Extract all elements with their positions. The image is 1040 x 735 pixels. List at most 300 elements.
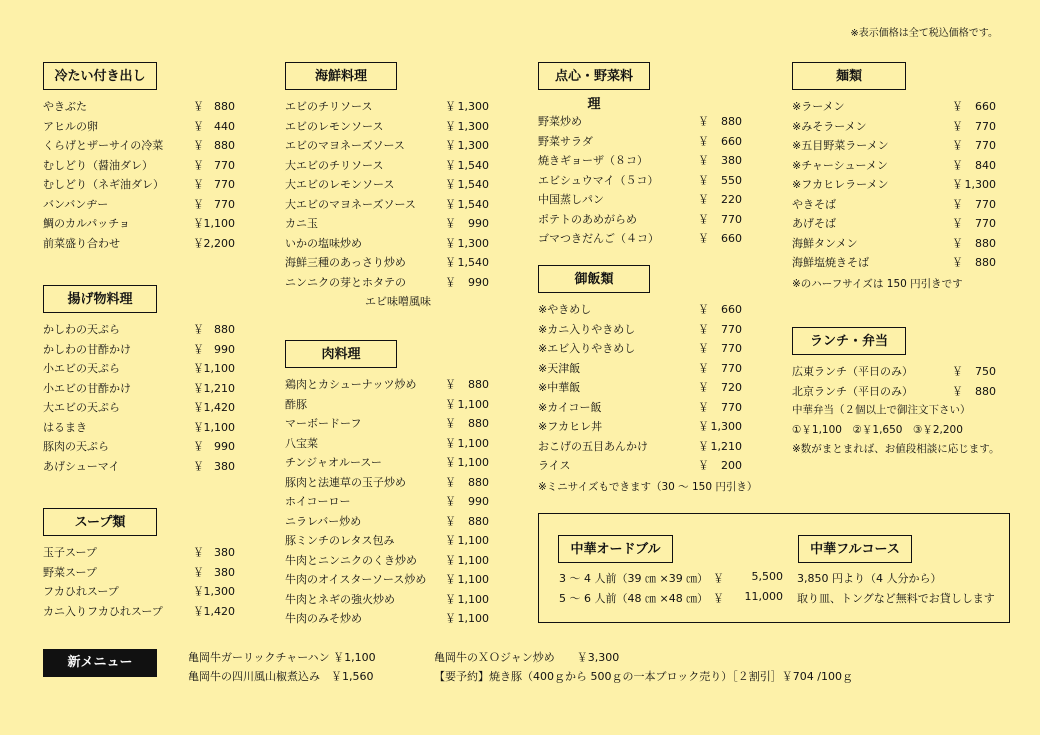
menu-item-price: 770 (721, 342, 742, 355)
menu-item-name: カニ入りフカひれスープ (43, 604, 163, 618)
menu-item-yen: ￥ (445, 514, 456, 528)
menu-item-yen: ￥ (445, 397, 456, 411)
menu-item-yen: ￥ (193, 565, 204, 579)
menu-item-name: フカひれスープ (43, 585, 119, 598)
menu-item-yen: ￥ (698, 322, 709, 336)
menu-item-name: ※五目野菜ラーメン (792, 139, 889, 152)
menu-item-yen: ￥ (193, 604, 204, 618)
menu-item-price: 880 (975, 236, 996, 250)
menu-item-price: 990 (468, 217, 489, 230)
course-box (538, 513, 1010, 623)
menu-item (285, 97, 495, 117)
menu-item-yen: ￥ (445, 139, 456, 152)
menu-item-yen: ￥ (193, 178, 204, 191)
menu-item (285, 395, 495, 415)
menu-item-price: 880 (468, 378, 489, 391)
menu-item-price: 770 (975, 119, 996, 133)
menu-item-price: 380 (214, 459, 235, 473)
new-menu-item-3: 亀岡牛のＸＯジャン炒め ￥3,300 (434, 651, 620, 664)
menu-item-yen: ￥ (698, 459, 709, 472)
menu-item-price: 200 (721, 459, 742, 472)
menu-item-name: エビのチリソース (285, 100, 373, 113)
menu-item (538, 359, 778, 379)
menu-item-name: ※中華飯 (538, 381, 581, 394)
menu-item-price: 660 (721, 232, 742, 245)
menu-item-yen: ￥ (193, 139, 204, 152)
menu-item-yen: ￥ (698, 212, 709, 226)
menu-item-price: 880 (214, 139, 235, 152)
bento-prices: ①￥1,100 ②￥1,650 ③￥2,200 (792, 423, 963, 436)
menu-item-name: 大エビのチリソース (285, 158, 384, 172)
menu-item-yen: ￥ (952, 139, 963, 152)
menu-item-price: 1,100 (457, 553, 489, 567)
menu-item-name: 大エビのレモンソース (285, 178, 395, 191)
menu-item (285, 375, 495, 395)
menu-item (285, 434, 495, 454)
menu-item-name: 小エビの天ぷら (43, 362, 120, 375)
menu-item-name: ※フカヒレ丼 (538, 420, 603, 433)
item-list-soup (43, 543, 243, 621)
menu-item-yen: ￥ (193, 236, 204, 250)
menu-item-yen: ￥ (193, 323, 204, 336)
menu-item (538, 398, 778, 418)
menu-item-price: 1,210 (203, 381, 235, 395)
menu-item-name: 野菜サラダ (538, 134, 593, 148)
section-meat (285, 340, 495, 629)
menu-item-price: 550 (721, 173, 742, 187)
menu-item-price: 380 (721, 154, 742, 167)
item-list-lunch (792, 362, 1022, 401)
menu-item (285, 609, 495, 629)
menu-item-price: 1,300 (457, 100, 489, 113)
menu-item-yen: ￥ (698, 303, 709, 316)
menu-item-name: ニンニクの芽とホタテの (285, 275, 406, 289)
menu-item (285, 273, 495, 312)
menu-item-price: 880 (975, 384, 996, 398)
menu-item-name: 焼きギョーザ（８コ） (538, 154, 648, 167)
menu-item (538, 112, 748, 132)
menu-item (538, 417, 778, 437)
menu-item-name: くらげとザーサイの冷菜 (43, 139, 164, 152)
menu-item (43, 175, 243, 195)
menu-item-price: 1,100 (457, 592, 489, 606)
menu-item-name: 中国蒸しパン (538, 193, 604, 206)
menu-item-price: 880 (214, 323, 235, 336)
menu-item-yen: ￥ (193, 585, 204, 598)
section-title-meat: 肉料理 (285, 340, 397, 368)
menu-item-price: 750 (975, 365, 996, 378)
menu-item (538, 171, 748, 191)
menu-item-yen: ￥ (698, 232, 709, 245)
menu-item-name: 豚肉と法連草の玉子炒め (285, 475, 406, 489)
section-rice (538, 265, 778, 497)
item-list-fried (43, 320, 243, 476)
menu-item-price: 840 (975, 158, 996, 172)
item-list-meat (285, 375, 495, 629)
menu-item-yen: ￥ (445, 592, 456, 606)
section-fried (43, 285, 243, 476)
menu-item-name: 豚肉の天ぷら (43, 440, 109, 453)
menu-item (43, 136, 243, 156)
menu-item (285, 214, 495, 234)
menu-item-yen: ￥ (445, 217, 456, 230)
menu-item-yen: ￥ (193, 459, 204, 473)
menu-item-yen: ￥ (193, 100, 204, 113)
menu-item-yen: ￥ (952, 158, 963, 172)
menu-item-price: 770 (975, 139, 996, 152)
lunch-note: ※数がまとまれば、お値段相談に応じます。 (792, 443, 1000, 455)
menu-item-price: 880 (721, 115, 742, 128)
menu-item-name: 前菜盛り合わせ (43, 236, 120, 250)
menu-item-price: 1,100 (203, 420, 235, 434)
menu-item-yen: ￥ (445, 417, 456, 430)
menu-item (792, 253, 1007, 273)
menu-item-price: 440 (214, 119, 235, 133)
item-list-cold (43, 97, 243, 253)
menu-item-name: 豚ミンチのレタス包み (285, 534, 395, 547)
hors-line-2-yen: ￥ (713, 592, 724, 605)
rice-note: ※ミニサイズもできます（30 ～ 150 円引き） (538, 480, 758, 493)
menu-item-price: 380 (214, 565, 235, 579)
hors-line-1-price: 5,500 (751, 570, 783, 583)
menu-item-name: ホイコーロー (285, 495, 351, 508)
menu-item-name: むしどり（醤油ダレ） (43, 158, 153, 172)
menu-item-yen: ￥ (698, 381, 709, 394)
menu-item-subtitle: エビ味噌風味 (365, 294, 431, 308)
menu-item-name: ゴマつきだんご（４コ） (538, 232, 659, 245)
menu-item (285, 570, 495, 590)
menu-item-name: かしわの甘酢かけ (43, 342, 131, 356)
section-title-fried: 揚げ物料理 (43, 285, 157, 313)
menu-item (792, 214, 1007, 234)
menu-item-price: 1,100 (457, 612, 489, 625)
menu-item-name: ニラレバー炒め (285, 514, 362, 528)
menu-item (792, 195, 1007, 215)
menu-item (285, 453, 495, 473)
menu-item-yen: ￥ (445, 378, 456, 391)
menu-item-name: カニ玉 (285, 217, 318, 230)
menu-item-price: 770 (214, 178, 235, 191)
menu-item (538, 151, 748, 171)
menu-item-price: 220 (721, 193, 742, 206)
menu-item-yen: ￥ (445, 256, 456, 269)
menu-item-name: 野菜炒め (538, 115, 582, 128)
menu-item-name: やきそば (792, 197, 836, 211)
menu-item-yen: ￥ (193, 217, 204, 230)
hors-line-1-label: 3 ～ 4 人前（39 ㎝ ×39 ㎝） (559, 572, 709, 585)
menu-item (43, 214, 243, 234)
menu-item-yen: ￥ (193, 342, 204, 356)
section-seafood (285, 62, 495, 312)
menu-item-yen: ￥ (193, 197, 204, 211)
menu-item-yen: ￥ (445, 119, 456, 133)
section-noodles (792, 62, 1007, 294)
menu-item (43, 602, 243, 622)
menu-item-price: 770 (975, 217, 996, 230)
menu-item (792, 136, 1007, 156)
menu-item-name: あげシューマイ (43, 459, 120, 473)
menu-item (792, 234, 1007, 254)
menu-item-yen: ￥ (952, 178, 963, 191)
section-title-cold: 冷たい付き出し (43, 62, 157, 90)
menu-item-price: 1,540 (457, 197, 489, 211)
menu-item-price: 880 (468, 417, 489, 430)
menu-item-name: ※フカヒレラーメン (792, 178, 889, 191)
menu-item-price: 1,100 (457, 456, 489, 469)
noodles-note: ※のハーフサイズは 150 円引きです (792, 277, 963, 290)
menu-item-yen: ￥ (193, 362, 204, 375)
menu-item (285, 234, 495, 254)
menu-item-name: おこげの五目あんかけ (538, 439, 648, 453)
menu-item-yen: ￥ (698, 342, 709, 355)
menu-item-name: チンジャオルースー (285, 456, 382, 469)
menu-item-name: 鶏肉とカシューナッツ炒め (285, 378, 417, 391)
menu-item-price: 880 (468, 514, 489, 528)
menu-item-yen: ￥ (952, 365, 963, 378)
menu-item-name: ※カニ入りやきめし (538, 322, 636, 336)
menu-item-name: 牛肉のオイスターソース炒め (285, 573, 427, 586)
menu-item-name: 海鮮タンメン (792, 236, 858, 250)
menu-item-name: 牛肉とネギの強火炒め (285, 592, 395, 606)
menu-item-yen: ￥ (698, 134, 709, 148)
menu-item-price: 1,300 (203, 585, 235, 598)
menu-item-name: アヒルの卵 (43, 119, 98, 133)
menu-item (285, 492, 495, 512)
menu-item-name: マーボードーフ (285, 417, 362, 430)
menu-item-yen: ￥ (698, 193, 709, 206)
bento-label: 中華弁当（２個以上で御注文下さい） (792, 404, 971, 416)
full-line-1: 3,850 円より（4 人分から） (797, 572, 942, 585)
section-dimsum (538, 62, 748, 249)
menu-item-name: エビシュウマイ（５コ） (538, 173, 659, 187)
menu-item-price: 1,100 (457, 436, 489, 450)
menu-item (285, 253, 495, 273)
menu-item-yen: ￥ (952, 100, 963, 113)
menu-item-name: 広東ランチ（平日のみ） (792, 365, 913, 378)
menu-item-name: 大エビのマヨネーズソース (285, 197, 416, 211)
menu-item-name: ※カイコー飯 (538, 400, 602, 414)
menu-item (43, 457, 243, 477)
menu-item-name: 八宝菜 (285, 436, 318, 450)
menu-item-yen: ￥ (193, 119, 204, 133)
menu-item (43, 418, 243, 438)
menu-item-price: 880 (975, 256, 996, 269)
menu-item (538, 300, 778, 320)
menu-item-name: ※エビ入りやきめし (538, 342, 636, 355)
section-lunch (792, 327, 1022, 460)
menu-item (538, 320, 778, 340)
full-line-2: 取り皿、トングなど無料でお貸しします (797, 592, 995, 605)
menu-item-yen: ￥ (445, 495, 456, 508)
section-title-seafood: 海鮮料理 (285, 62, 397, 90)
menu-item-name: 野菜スープ (43, 565, 97, 579)
menu-item-price: 990 (468, 275, 489, 289)
section-soup (43, 508, 243, 621)
menu-item-yen: ￥ (952, 197, 963, 211)
menu-item-price: 990 (214, 342, 235, 356)
menu-item-name: ※ラーメン (792, 100, 845, 113)
item-list-dimsum (538, 112, 748, 249)
section-title-lunch: ランチ・弁当 (792, 327, 906, 355)
menu-item-name: いかの塩味炒め (285, 236, 362, 250)
section-title-rice: 御飯類 (538, 265, 650, 293)
section-cold (43, 62, 243, 253)
menu-item-price: 770 (975, 197, 996, 211)
menu-item-yen: ￥ (698, 154, 709, 167)
menu-item-yen: ￥ (445, 275, 456, 289)
menu-item (538, 378, 778, 398)
section-title-noodles: 麺類 (792, 62, 906, 90)
menu-item (43, 398, 243, 418)
menu-item-name: 北京ランチ（平日のみ） (792, 384, 913, 398)
item-list-rice (538, 300, 778, 476)
menu-item-yen: ￥ (193, 381, 204, 395)
menu-item-name: はるまき (43, 420, 87, 434)
menu-item-name: 酢豚 (285, 397, 307, 411)
menu-item-yen: ￥ (698, 400, 709, 414)
menu-item (285, 156, 495, 176)
menu-item (538, 437, 778, 457)
menu-item (43, 234, 243, 254)
menu-item (792, 175, 1007, 195)
course-title-hors: 中華オードブル (558, 535, 673, 563)
menu-item (285, 414, 495, 434)
menu-item (285, 551, 495, 571)
section-title-dimsum: 点心・野菜料理 (538, 62, 650, 90)
menu-item (43, 156, 243, 176)
menu-item (43, 195, 243, 215)
menu-item (538, 456, 778, 476)
menu-item-price: 1,100 (457, 397, 489, 411)
menu-item-yen: ￥ (445, 534, 456, 547)
menu-item-name: 大エビの天ぷら (43, 401, 120, 414)
menu-item (538, 132, 748, 152)
menu-item (792, 382, 1022, 402)
menu-item-price: 990 (214, 440, 235, 453)
section-title-soup: スープ類 (43, 508, 157, 536)
tax-note: ※表示価格は全て税込価格です。 (850, 28, 998, 39)
menu-item-name: ※天津飯 (538, 361, 581, 375)
menu-item (43, 582, 243, 602)
menu-item-price: 770 (721, 400, 742, 414)
menu-item (285, 473, 495, 493)
hors-line-2-price: 11,000 (744, 590, 783, 603)
new-menu-badge: 新メニュー (43, 649, 157, 677)
menu-item-yen: ￥ (698, 420, 709, 433)
course-title-full: 中華フルコース (798, 535, 912, 563)
menu-item (43, 437, 243, 457)
menu-item-yen: ￥ (445, 178, 456, 191)
new-menu-item-2: 亀岡牛の四川風山椒煮込み ￥1,560 (188, 670, 374, 683)
menu-item (792, 117, 1007, 137)
menu-item-price: 2,200 (203, 236, 235, 250)
menu-item (43, 359, 243, 379)
menu-item (792, 362, 1022, 382)
menu-item-name: 牛肉のみそ炒め (285, 612, 362, 625)
new-menu-item-1: 亀岡牛ガーリックチャーハン ￥1,100 (188, 651, 376, 664)
menu-item (285, 590, 495, 610)
hors-line-1-yen: ￥ (713, 572, 724, 585)
menu-item-yen: ￥ (445, 236, 456, 250)
menu-item-price: 1,210 (710, 439, 742, 453)
menu-item-price: 660 (721, 134, 742, 148)
menu-item-price: 1,300 (964, 178, 996, 191)
menu-item-price: 1,420 (203, 401, 235, 414)
menu-item-yen: ￥ (445, 436, 456, 450)
menu-item-name: あげそば (792, 217, 836, 230)
menu-item-yen: ￥ (952, 384, 963, 398)
menu-item (285, 117, 495, 137)
menu-item-name: ※やきめし (538, 303, 592, 316)
menu-item-price: 1,100 (457, 573, 489, 586)
menu-item-name: 海鮮三種のあっさり炒め (285, 256, 406, 269)
menu-item-price: 1,100 (203, 217, 235, 230)
menu-item-yen: ￥ (698, 439, 709, 453)
menu-item-price: 1,420 (203, 604, 235, 618)
menu-item-name: 鯛のカルパッチョ (43, 217, 130, 230)
menu-item-price: 1,300 (457, 119, 489, 133)
menu-item (792, 97, 1007, 117)
menu-item-price: 990 (468, 495, 489, 508)
menu-item-name: エビのレモンソース (285, 119, 384, 133)
menu-item (285, 531, 495, 551)
menu-item-price: 1,300 (457, 236, 489, 250)
item-list-noodles (792, 97, 1007, 273)
menu-item-name: ※チャーシューメン (792, 158, 888, 172)
menu-item-yen: ￥ (952, 119, 963, 133)
menu-item-price: 1,100 (203, 362, 235, 375)
menu-item-yen: ￥ (445, 573, 456, 586)
menu-item (43, 543, 243, 563)
menu-item-yen: ￥ (445, 475, 456, 489)
menu-item-price: 1,540 (457, 256, 489, 269)
menu-item-price: 770 (214, 158, 235, 172)
menu-item (792, 156, 1007, 176)
menu-item (43, 563, 243, 583)
menu-item (43, 379, 243, 399)
menu-item-price: 1,300 (710, 420, 742, 433)
menu-item (285, 136, 495, 156)
menu-item-yen: ￥ (445, 158, 456, 172)
menu-item (285, 195, 495, 215)
menu-item-price: 720 (721, 381, 742, 394)
menu-item-name: やきぶた (43, 100, 87, 113)
new-menu-item-4: 【要予約】焼き豚（400ｇから 500ｇの一本ブロック売り）［２割引］￥704 /100ｇ (434, 670, 853, 683)
menu-item-name: ※みそラーメン (792, 119, 867, 133)
hors-line-1 (559, 570, 783, 586)
menu-item-yen: ￥ (193, 401, 204, 414)
menu-item-price: 770 (214, 197, 235, 211)
menu-item-price: 1,540 (457, 178, 489, 191)
menu-item-price: 770 (721, 212, 742, 226)
menu-item-yen: ￥ (698, 361, 709, 375)
menu-item (43, 340, 243, 360)
item-list-seafood (285, 97, 495, 312)
menu-item-yen: ￥ (952, 217, 963, 230)
menu-item-yen: ￥ (193, 440, 204, 453)
menu-item-name: 牛肉とニンニクのくき炒め (285, 553, 417, 567)
menu-item-yen: ￥ (698, 173, 709, 187)
menu-item-name: かしわの天ぷら (43, 323, 120, 336)
menu-item-name: 玉子スープ (43, 546, 97, 559)
menu-item (43, 320, 243, 340)
menu-item-name: ライス (538, 459, 571, 472)
menu-item (43, 117, 243, 137)
menu-item-yen: ￥ (193, 420, 204, 434)
menu-item-price: 380 (214, 546, 235, 559)
menu-item (538, 229, 748, 249)
menu-item-price: 1,300 (457, 139, 489, 152)
